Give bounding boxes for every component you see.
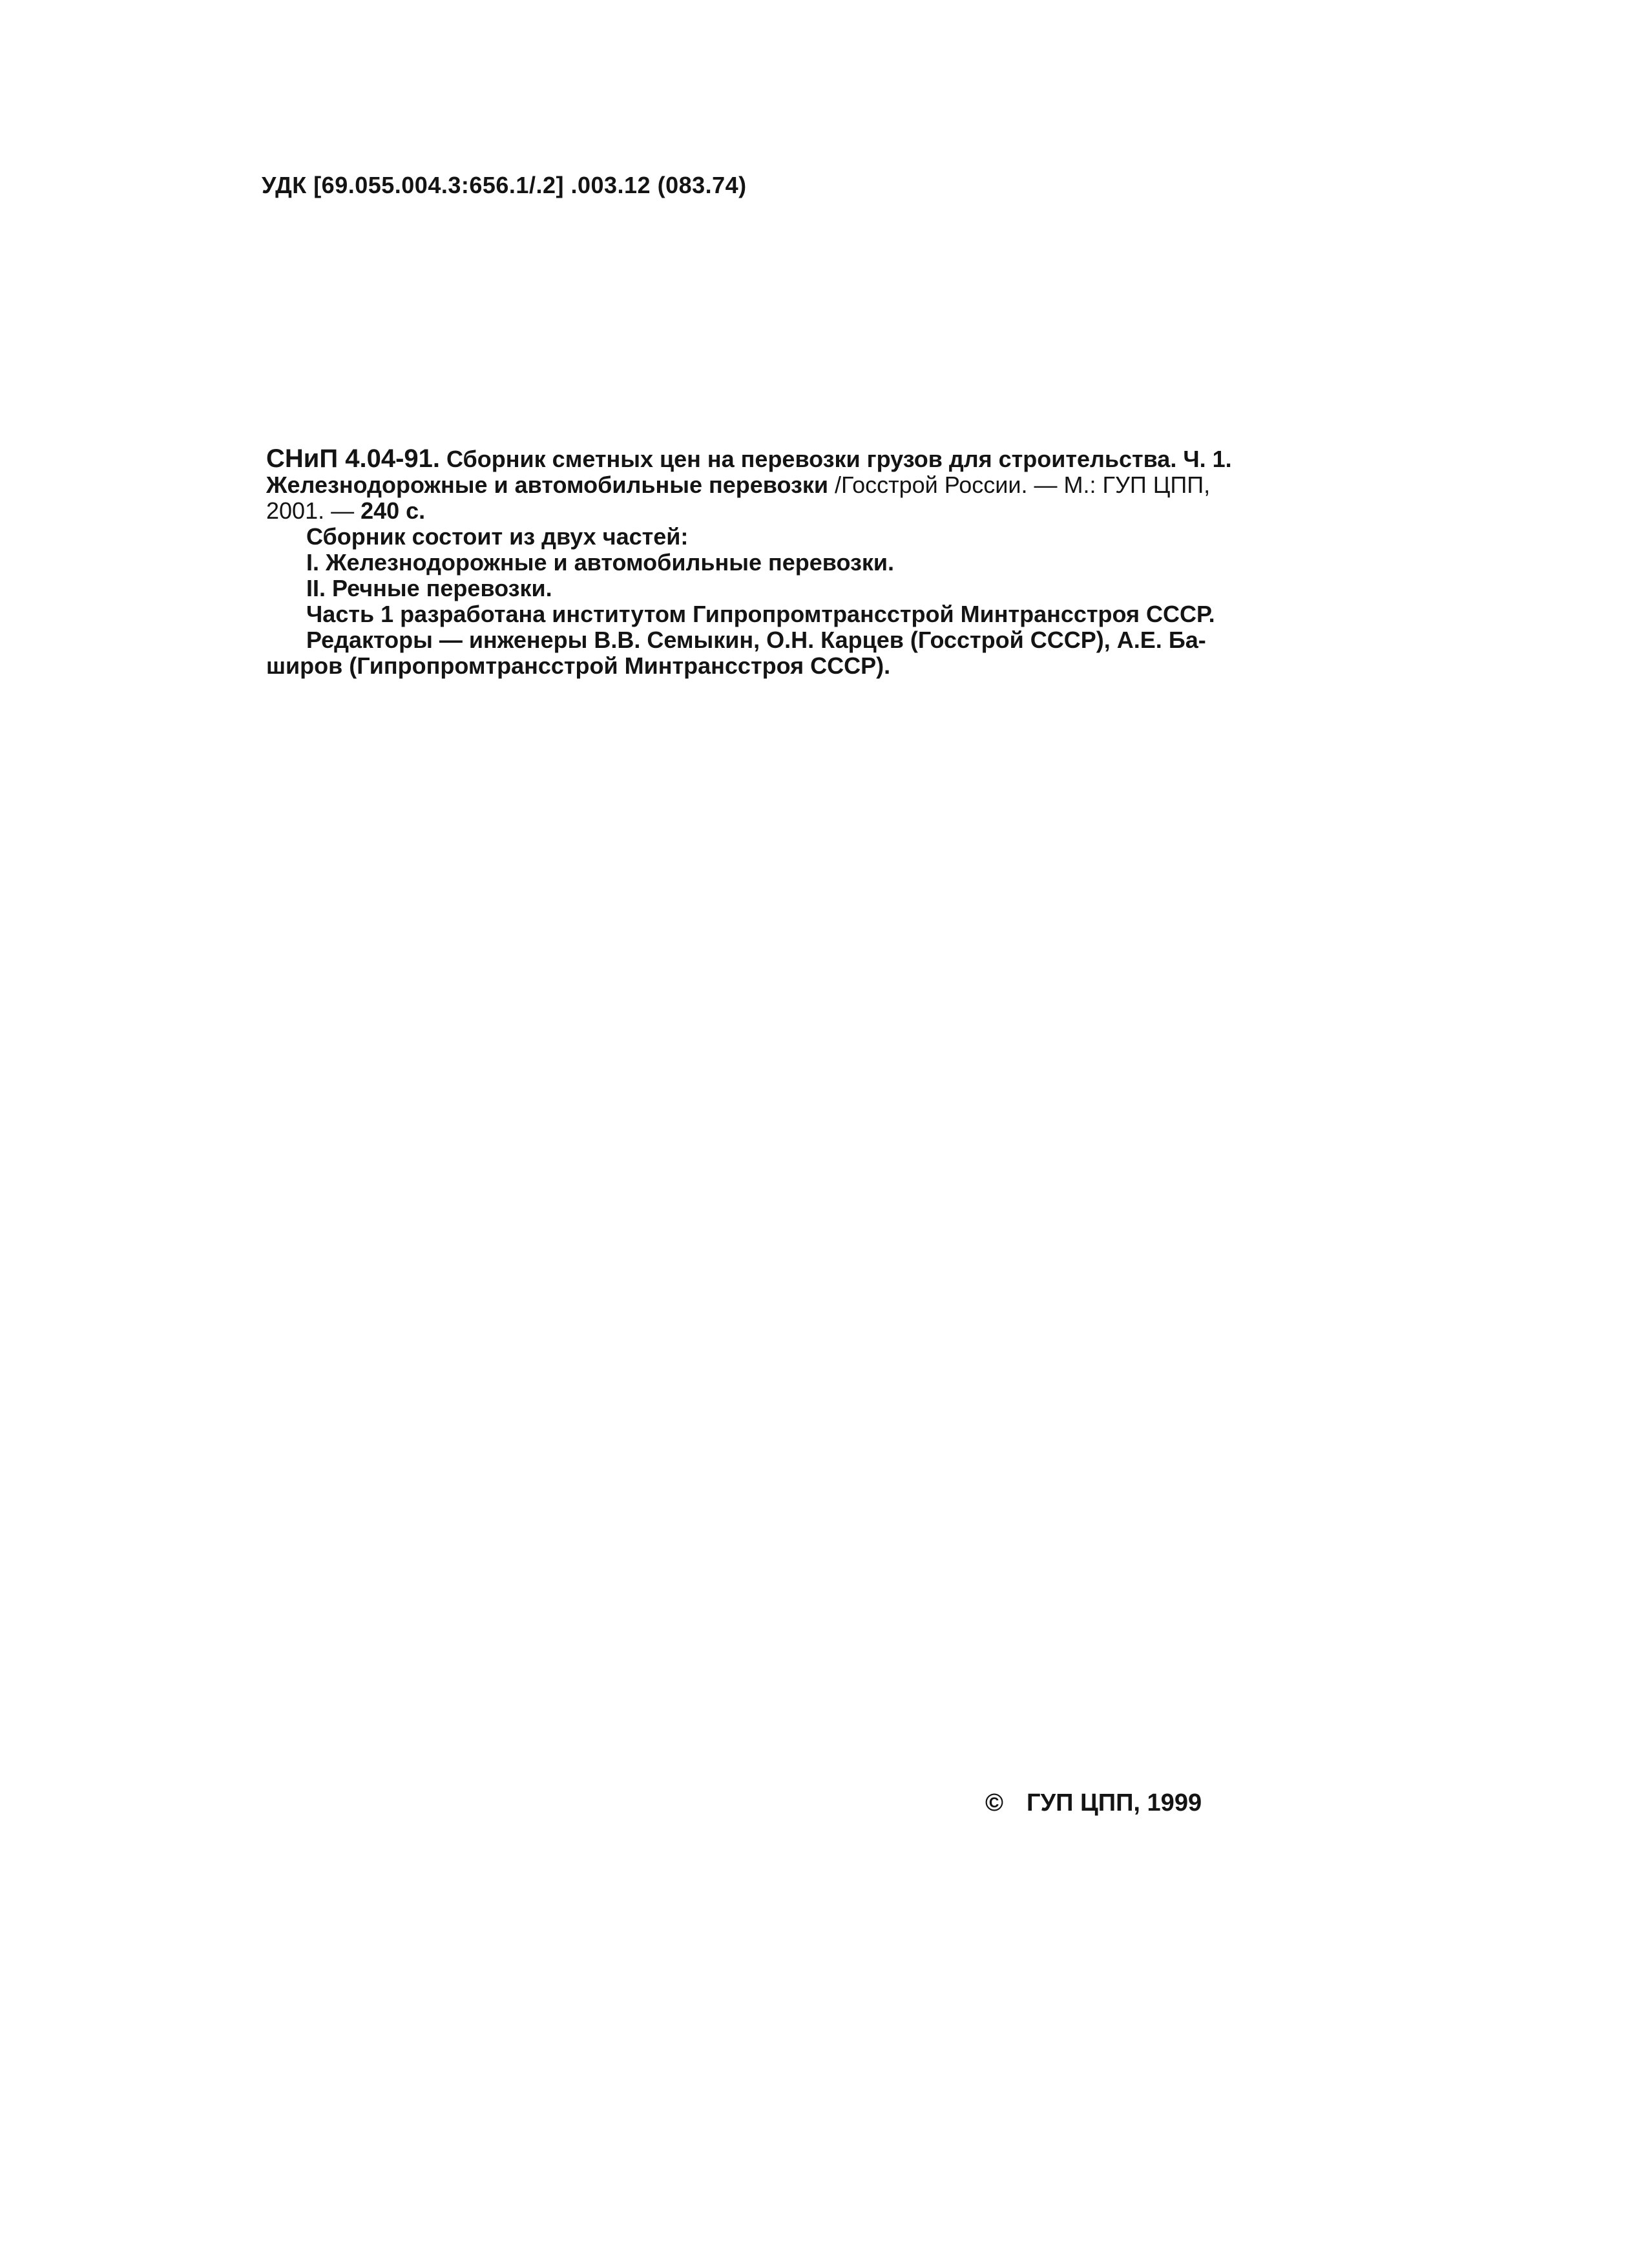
citation-line-3 xyxy=(266,498,1319,524)
copyright-icon: © xyxy=(985,1789,1003,1816)
bibliographic-abstract xyxy=(266,446,1319,679)
publisher-info: /Госстрой России. — М.: ГУП ЦПП, xyxy=(835,472,1211,498)
contents-part-2: II. Речные перевозки. xyxy=(306,575,552,601)
contents-part-1: I. Железнодорожные и автомобильные перевозки. xyxy=(306,549,895,576)
udk-code: УДК [69.055.004.3:656.1/.2] .003.12 (083.74) xyxy=(262,172,747,198)
document-code: СНиП 4.04-91. xyxy=(266,444,441,473)
copyright-holder: ГУП ЦПП, 1999 xyxy=(1027,1789,1202,1816)
copyright-notice xyxy=(985,1789,1202,1817)
publication-year: 2001. — xyxy=(266,497,361,524)
editors-line-2: широв (Гипропромтрансстрой Минтрансстроя СССР). xyxy=(266,652,891,679)
citation-line-1 xyxy=(266,446,1319,472)
editors-line-1: Редакторы — инженеры В.В. Семыкин, О.Н. Карцев (Госстрой СССР), А.Е. Ба- xyxy=(306,627,1206,653)
citation-line-2 xyxy=(266,472,1319,498)
document-title-part2: Железнодорожные и автомобильные перевозки xyxy=(266,472,829,498)
contents-intro: Сборник состоит из двух частей: xyxy=(306,523,689,550)
page-count: 240 с. xyxy=(360,497,426,524)
document-title-part1: Сборник сметных цен на перевозки грузов для строительства. Ч. 1. xyxy=(446,446,1232,472)
developer-note: Часть 1 разработана институтом Гипропромтрансстрой Минтрансстроя СССР. xyxy=(306,601,1215,627)
